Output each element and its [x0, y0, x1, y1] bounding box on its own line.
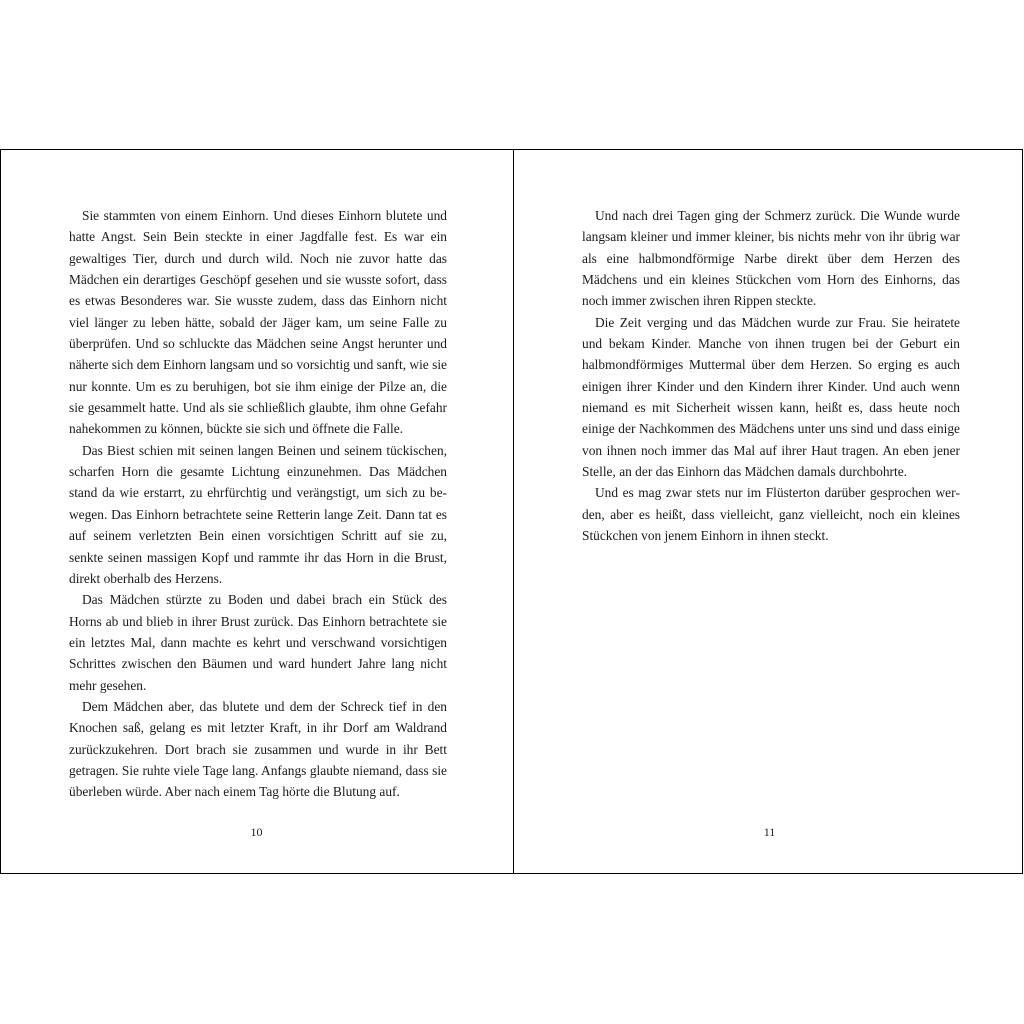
paragraph: Dem Mädchen aber, das blutete und dem der Schreck tief in den Knochen saß, gelang es mit letzter Kraft, in ihr Dorf am Waldrand zurückzukehren. Dort brach sie zusammen und wurde in ihr Bett getragen. Sie ruhte viele Tage lang. Anfangs glaubte niemand, dass sie überleben würde. Aber nach einem Tag hörte die Blutung auf. — [69, 698, 447, 800]
paragraph: Sie stammten von einem Einhorn. Und dieses Einhorn blutete und hatte Angst. Sein Bein steckte in einer Jagdfalle fest. Es war ein gewaltiges Tier, durch und durch wild. Noch nie zuvor hatte das Mädchen ein derartiges Geschöpf gesehen und sie wusste sofort, dass es etwas Besonderes war. Sie wusste zudem, dass das Einhorn nicht viel länger zu leben hätte, sobald der Jäger kam, um seine Falle zu überprüfen. Und so schluckte das Mädchen seine Angst herunter und näherte sich dem Einhorn langsam und so vorsichtig und sanft, wie sie nur konnte. Um es zu beruhigen, bot sie ihm einige der Pilze an, die sie gesammelt hatte. Und als sie schließlich glaubte, ihm ohne Gefahr nahekommen zu können, bückte sie sich und öffnete die Falle. — [69, 208, 447, 437]
paragraph: Das Biest schien mit seinen langen Beinen und seinem tückischen, scharfen Horn die gesamte Lichtung einzunehmen. Das Mädchen stand da wie erstarrt, zu ehrfürchtig und verängstigt, um sich zu bewegen. Das Einhorn betrachtete seine Retterin lange Zeit. Dann tat es auf seinem verletzten Bein einen vorsichtigen Schritt auf sie zu, senkte seinen massigen Kopf und rammte ihr das Horn in die Brust, direkt oberhalb des Herzens. — [69, 442, 447, 586]
paragraph: Das Mädchen stürzte zu Boden und dabei brach ein Stück des Horns ab und blieb in ihrer Brust zurück. Das Einhorn betrachtete sie ein letztes Mal, dann machte es kehrt und verschwand vorsichtigen Schrittes zwischen den Bäumen und ward hundert Jahre lang nicht mehr gesehen. — [69, 592, 447, 693]
paragraph: Die Zeit verging und das Mädchen wurde zur Frau. Sie heiratete und bekam Kinder. Manche von ihnen trugen bei der Geburt ein halbmondförmiges Muttermal über dem Herzen. So erging es auch einigen ihrer Kinder und den Kindern ihrer Kinder. Und auch wenn niemand es mit Sicherheit wissen kann, heißt es, dass heute noch einige der Nachkommen des Mädchens unter uns sind und dass einige von ihnen noch immer das Mal auf ihrer Haut tragen. An eben jener Stelle, an der das Einhorn das Mädchen damals durchbohrte. — [582, 314, 960, 480]
left-page — [1, 150, 512, 873]
book-spread — [0, 149, 1023, 874]
paragraph: Und es mag zwar stets nur im Flüsterton darüber gesprochen werden, aber es heißt, dass vielleicht, ganz vielleicht, noch ein kleines Stückchen von jenem Einhorn in ihnen steckt. — [582, 485, 960, 544]
paragraph: Und nach drei Tagen ging der Schmerz zurück. Die Wunde wurde langsam kleiner und immer kleiner, bis nichts mehr von ihr übrig war als eine halbmondförmige Narbe direkt über dem Herzen des Mädchens und ein kleines Stückchen vom Horn des Einhorns, das noch immer zwischen ihren Rippen steckte. — [582, 208, 960, 309]
right-page-body — [582, 205, 960, 547]
page-number-right: 11 — [763, 825, 776, 839]
page-number-left: 10 — [250, 825, 263, 839]
left-page-body — [69, 205, 447, 803]
right-page — [514, 150, 1024, 873]
